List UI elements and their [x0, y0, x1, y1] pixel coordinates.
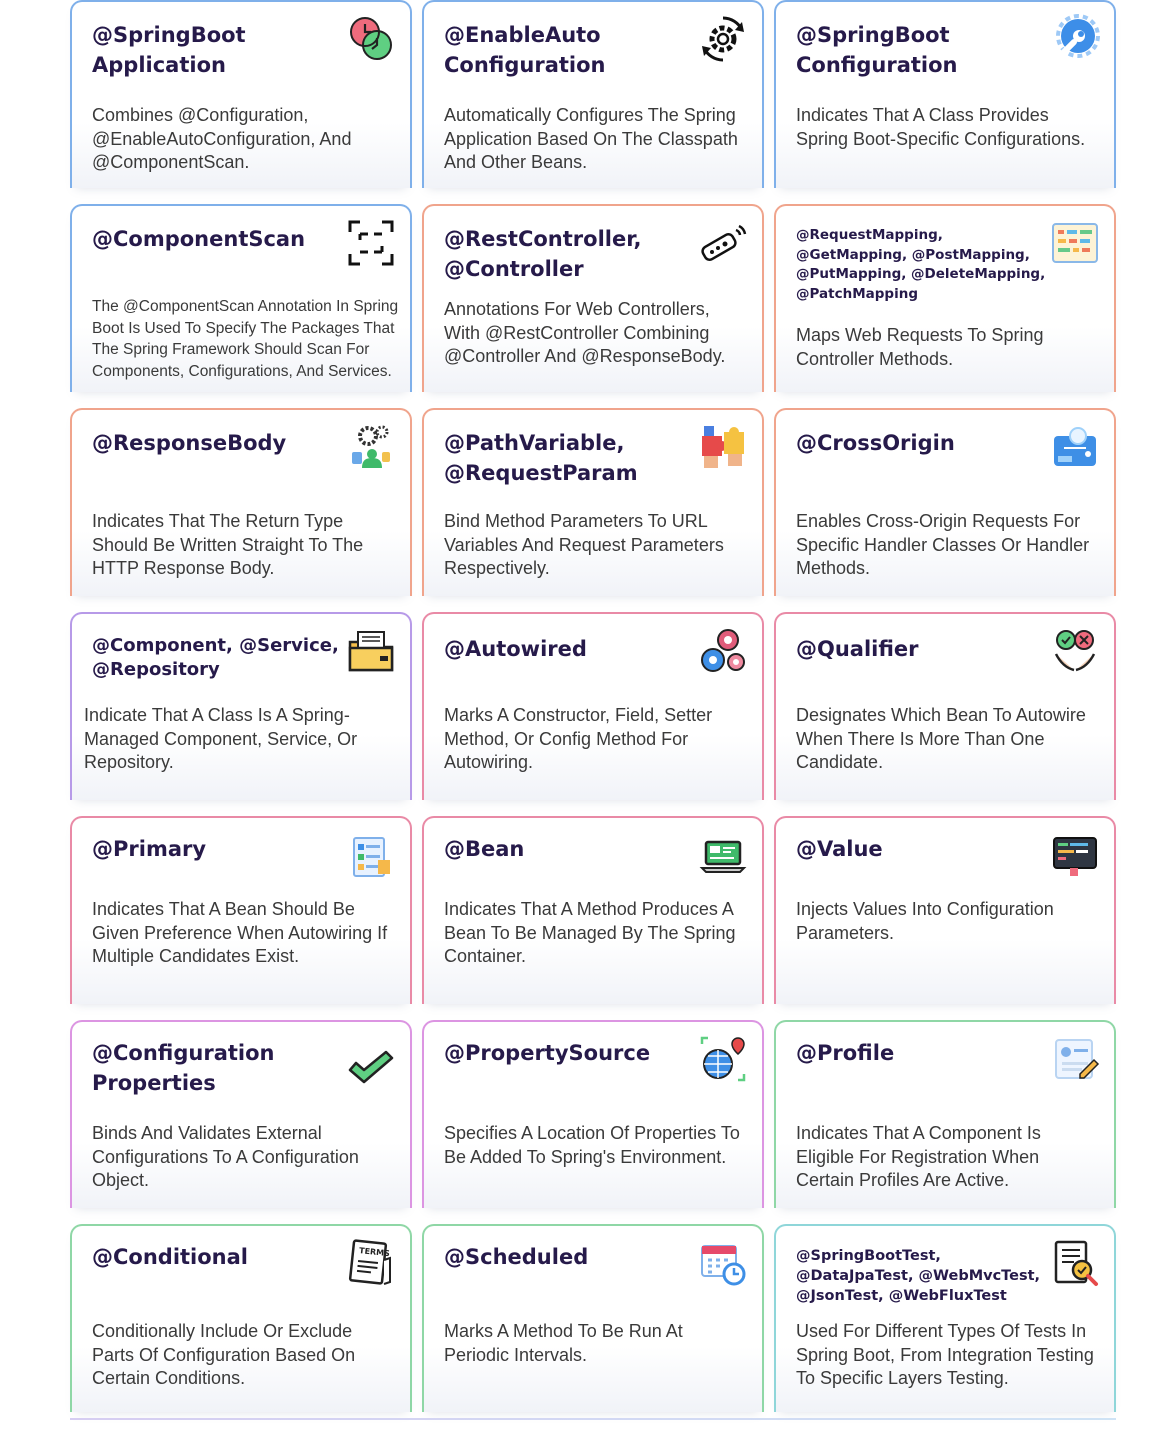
- card-scheduled: [422, 1224, 764, 1412]
- card-title: @Component, @Service, @Repository: [92, 635, 339, 680]
- card-description: Indicates That The Return Type Should Be Written Straight To The HTTP Response Body.: [92, 511, 364, 578]
- card-title: @ResponseBody: [92, 431, 287, 455]
- card-description: Marks A Constructor, Field, Setter Method, Or Config Method For Autowiring.: [444, 705, 713, 772]
- remote-control-icon: [698, 218, 748, 268]
- annotations-grid: [70, 0, 1116, 1412]
- card-title: @SpringBootTest, @DataJpaTest, @WebMvcTest, @JsonTest, @WebFluxTest: [796, 1248, 1041, 1304]
- globe-map-icon: [1050, 422, 1100, 472]
- card-pathvariable: [422, 408, 764, 596]
- card-description: Binds And Validates External Configurations To A Configuration Object.: [92, 1123, 359, 1190]
- card-configuration-properties: [70, 1020, 412, 1208]
- card-description: Combines @Configuration, @EnableAutoConfiguration, And @ComponentScan.: [92, 105, 352, 172]
- card-title: @Profile: [796, 1041, 895, 1065]
- card-title: @RestController, @Controller: [444, 227, 642, 281]
- card-title: @Qualifier: [796, 637, 919, 661]
- terms-document-icon: [346, 1238, 396, 1288]
- card-componentscan: [70, 204, 412, 392]
- card-title: @Conditional: [92, 1245, 249, 1269]
- card-responsebody: [70, 408, 412, 596]
- wrench-gear-icon: [1050, 14, 1100, 64]
- card-springboottest: [774, 1224, 1116, 1412]
- card-description: Injects Values Into Configuration Parameters.: [796, 899, 1054, 943]
- mapping-board-icon: [1050, 218, 1100, 268]
- card-title: @Bean: [444, 837, 525, 861]
- card-title: @CrossOrigin: [796, 431, 955, 455]
- card-description: Conditionally Include Or Exclude Parts Of Configuration Based On Certain Conditions.: [92, 1321, 356, 1388]
- card-requestmapping: [774, 204, 1116, 392]
- gear-refresh-icon: [698, 14, 748, 64]
- card-value: [774, 816, 1116, 1004]
- card-title: @Value: [796, 837, 883, 861]
- card-qualifier: [774, 612, 1116, 800]
- scan-frame-icon: [346, 218, 396, 268]
- card-description: Bind Method Parameters To URL Variables And Request Parameters Respectively.: [444, 511, 724, 578]
- laptop-icon: [698, 830, 748, 880]
- card-propertysource: [422, 1020, 764, 1208]
- card-title: @SpringBoot Application: [92, 23, 246, 77]
- puzzle-hands-icon: [698, 422, 748, 472]
- card-enableauto-configuration: [422, 0, 764, 188]
- profile-card-icon: [1050, 1034, 1100, 1084]
- card-description: Maps Web Requests To Spring Controller Methods.: [796, 325, 1044, 369]
- gear-person-icon: [346, 422, 396, 472]
- card-description: Indicates That A Method Produces A Bean To Be Managed By The Spring Container.: [444, 899, 736, 966]
- globe-pin-icon: [698, 1034, 748, 1084]
- card-title: @PropertySource: [444, 1041, 651, 1065]
- card-component-service-repository: [70, 612, 412, 800]
- calendar-clock-icon: [698, 1238, 748, 1288]
- card-description: Designates Which Bean To Autowire When There Is More Than One Candidate.: [796, 705, 1086, 772]
- card-description: Automatically Configures The Spring Application Based On The Classpath And Other Beans.: [444, 105, 738, 172]
- clock-switch-icon: [346, 14, 396, 64]
- card-description: Indicate That A Class Is A Spring-Managed Component, Service, Or Repository.: [84, 705, 358, 772]
- card-profile: [774, 1020, 1116, 1208]
- card-springboot-application: [70, 0, 412, 188]
- card-title: @ComponentScan: [92, 227, 306, 251]
- gears-icon: [698, 626, 748, 676]
- card-title: @Autowired: [444, 637, 587, 661]
- card-springboot-configuration: [774, 0, 1116, 188]
- card-title: @EnableAuto Configuration: [444, 23, 606, 77]
- card-title: @SpringBoot Configuration: [796, 23, 958, 77]
- card-title: @RequestMapping, @GetMapping, @PostMapping, @PutMapping, @DeleteMapping, @PatchMapping: [796, 227, 1046, 302]
- card-title: @Configuration Properties: [92, 1041, 275, 1095]
- check-mark-icon: [346, 1044, 396, 1094]
- card-description: Indicates That A Component Is Eligible For Registration When Certain Profiles Are Active.: [796, 1123, 1041, 1190]
- card-primary: [70, 816, 412, 1004]
- card-autowired: [422, 612, 764, 800]
- hands-choice-icon: [1050, 626, 1100, 676]
- card-description: The @ComponentScan Annotation In Spring Boot Is Used To Specify The Packages That The Spring Framework Should Scan For Components, Configurations, And Services.: [92, 298, 399, 380]
- checklist-icon: [346, 830, 396, 880]
- card-bean: [422, 816, 764, 1004]
- card-description: Indicates That A Bean Should Be Given Preference When Autowiring If Multiple Candidates Exist.: [92, 899, 388, 966]
- card-description: Specifies A Location Of Properties To Be Added To Spring's Environment.: [444, 1123, 740, 1167]
- card-crossorigin: [774, 408, 1116, 596]
- card-conditional: [70, 1224, 412, 1412]
- bottom-divider: [70, 1418, 1116, 1420]
- card-description: Marks A Method To Be Run At Periodic Intervals.: [444, 1321, 683, 1365]
- card-restcontroller: [422, 204, 764, 392]
- card-description: Annotations For Web Controllers, With @RestController Combining @Controller And @ResponseBody.: [444, 299, 726, 366]
- folder-icon: [346, 626, 396, 676]
- card-title: @Scheduled: [444, 1245, 589, 1269]
- test-document-icon: [1050, 1238, 1100, 1288]
- code-window-icon: [1050, 830, 1100, 880]
- card-description: Used For Different Types Of Tests In Spring Boot, From Integration Testing To Specific Layers Testing.: [796, 1321, 1094, 1388]
- svg-text:TERMS: TERMS: [358, 1246, 391, 1259]
- card-description: Indicates That A Class Provides Spring Boot-Specific Configurations.: [796, 105, 1086, 149]
- card-description: Enables Cross-Origin Requests For Specific Handler Classes Or Handler Methods.: [796, 511, 1090, 578]
- card-title: @Primary: [92, 837, 207, 861]
- card-title: @PathVariable, @RequestParam: [444, 431, 638, 485]
